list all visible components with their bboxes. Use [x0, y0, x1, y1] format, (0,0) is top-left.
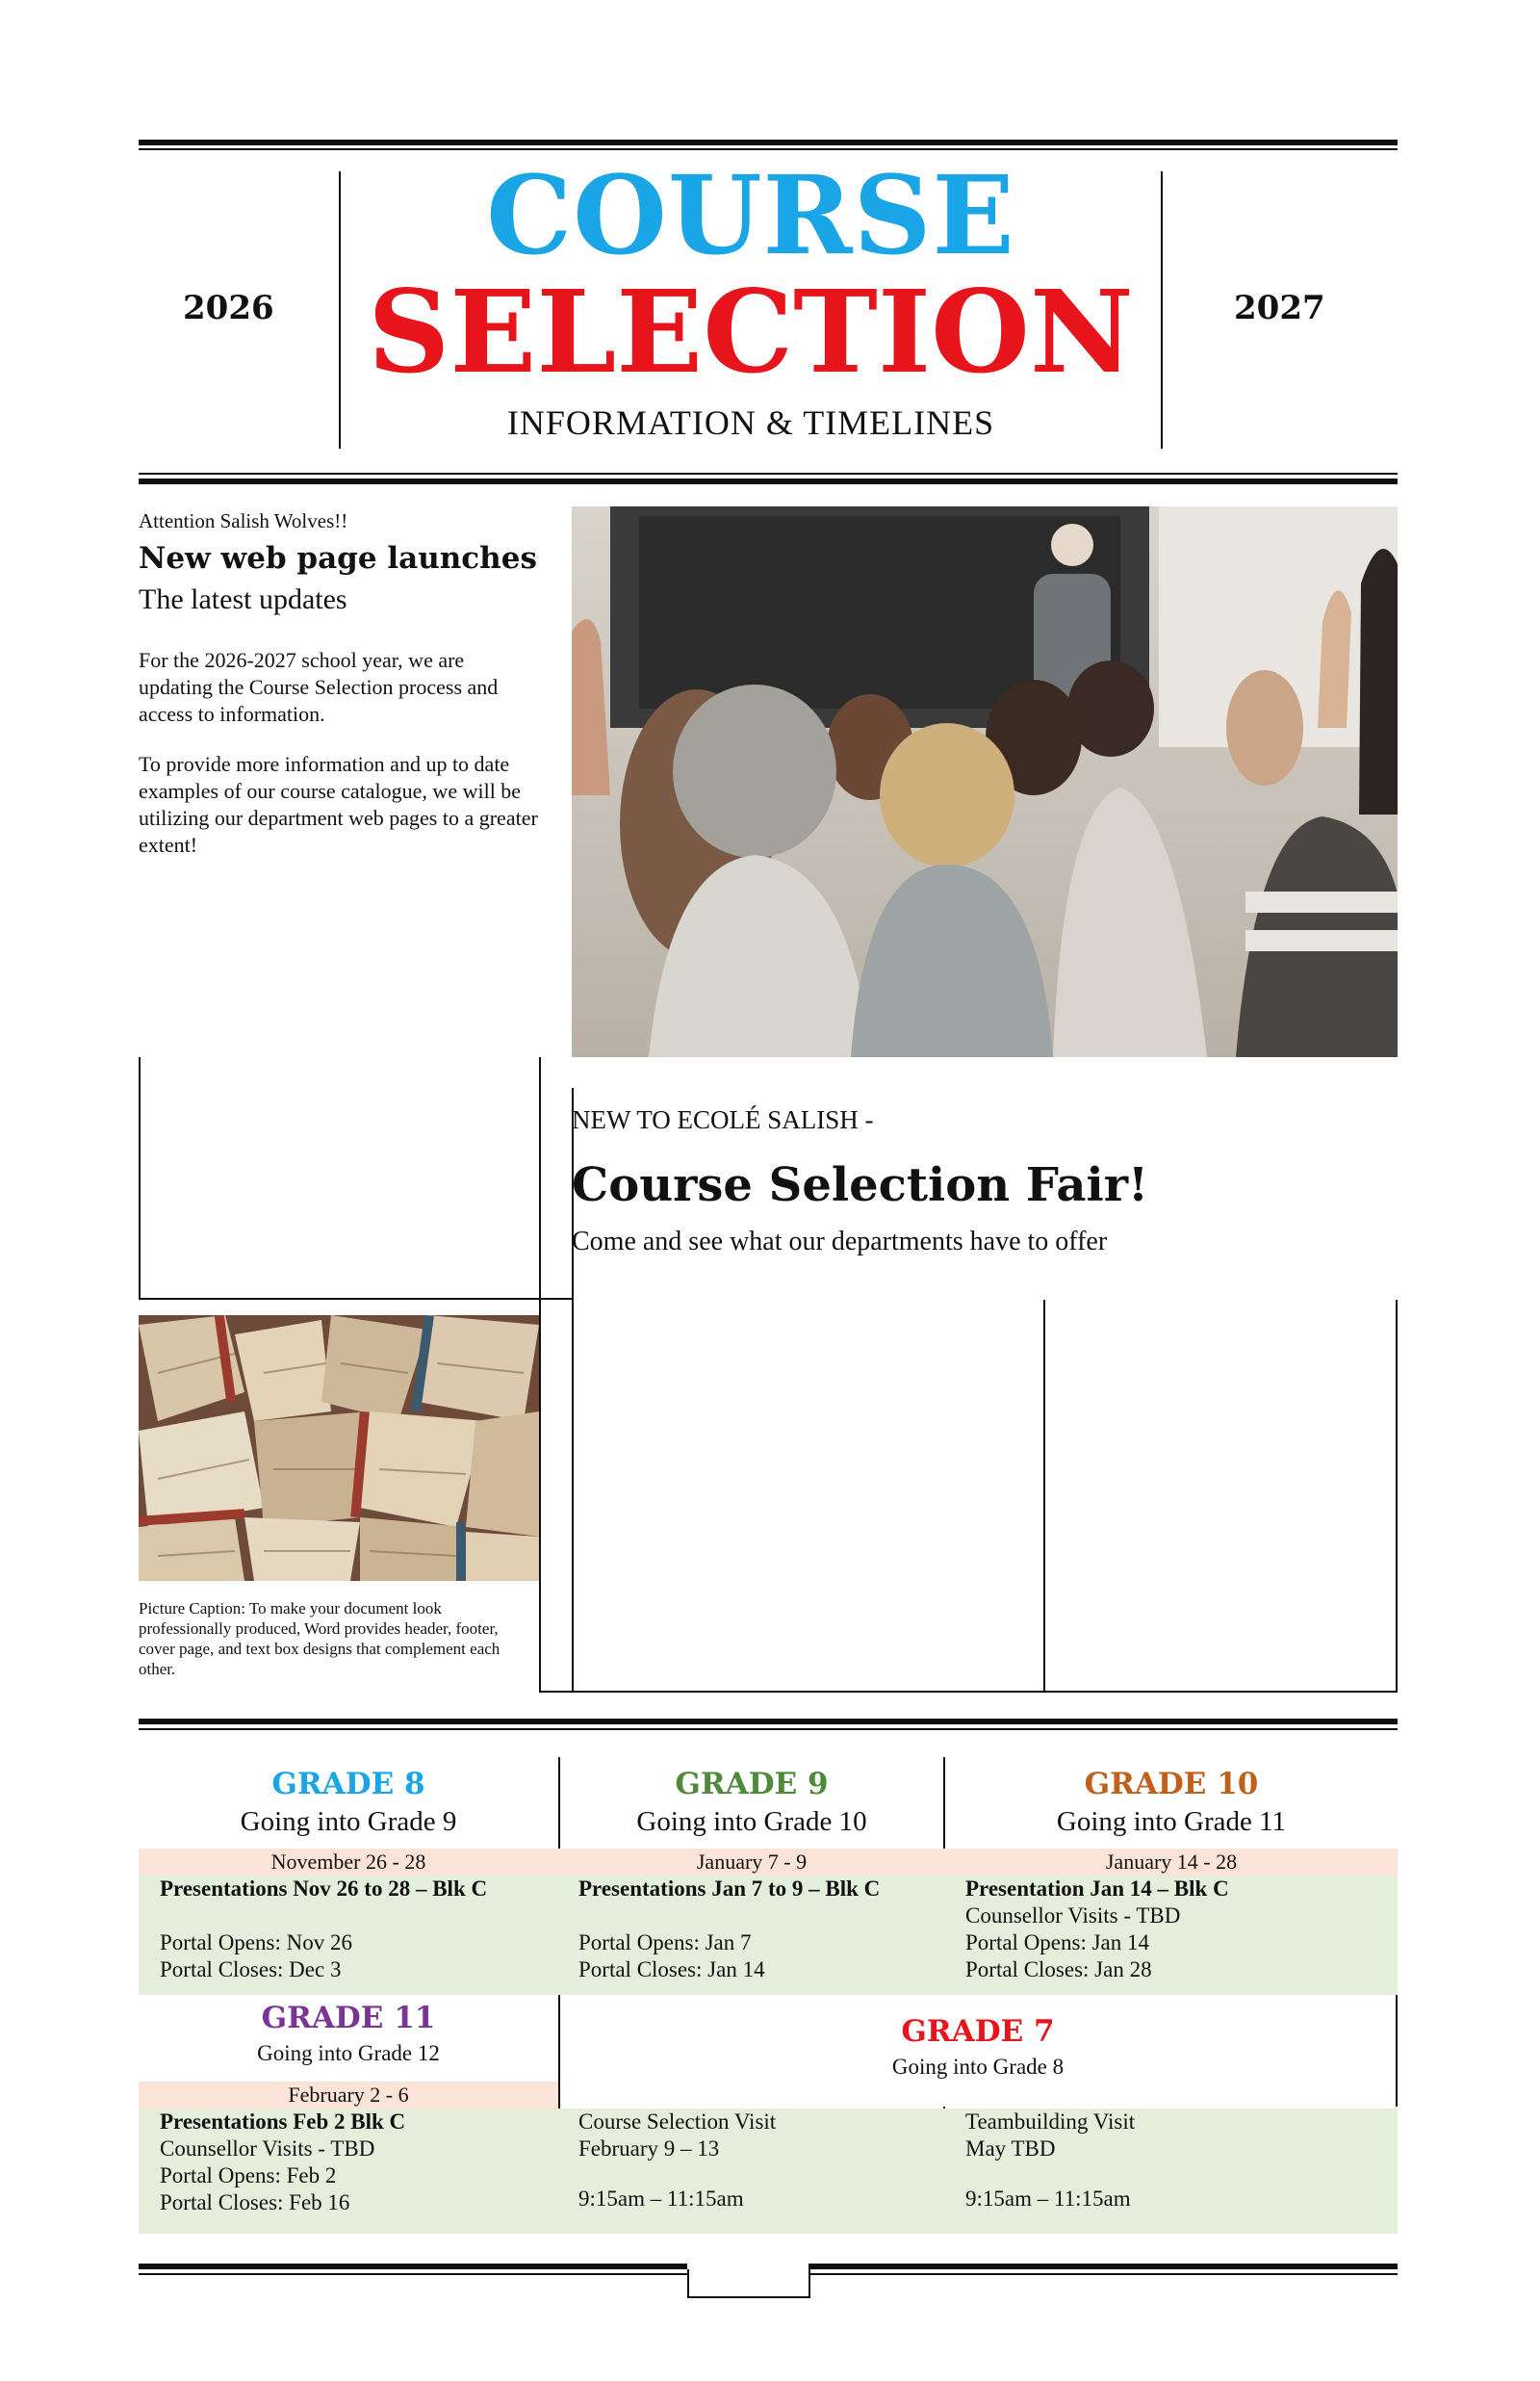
grade7-visit2-spacer — [965, 2162, 1389, 2186]
grade11-presentations: Presentations Feb 2 Blk C — [160, 2109, 406, 2134]
grade10-subtitle: Going into Grade 11 — [1056, 1806, 1287, 1837]
grade7-visit2-time: 9:15am – 11:15am — [965, 2187, 1131, 2211]
grade8-portal-close: Portal Closes: Dec 3 — [160, 1957, 342, 1981]
fair-headline: Course Selection Fair! — [572, 1158, 1149, 1212]
grade10-counsellor: Counsellor Visits - TBD — [965, 1903, 1181, 1928]
year-left: 2026 — [183, 289, 274, 327]
grade7-right-line — [1396, 1995, 1398, 2107]
grade10-info — [965, 1876, 1389, 1983]
classroom-photo — [572, 506, 1398, 1057]
article-kicker: Attention Salish Wolves!! — [139, 509, 348, 532]
fair-bottom-line — [539, 1691, 1398, 1693]
grade11-portal-close: Portal Closes: Feb 16 — [160, 2190, 350, 2214]
grade7-visit2-title: Teambuilding Visit — [965, 2109, 1136, 2134]
grade11-title: GRADE 11 — [261, 2001, 436, 2035]
grade8-info — [160, 1876, 554, 1983]
fair-right-line — [1396, 1300, 1398, 1693]
grade11-portal-open: Portal Opens: Feb 2 — [160, 2163, 337, 2187]
article-deck: The latest updates — [139, 583, 347, 615]
grade9-title: GRADE 9 — [675, 1767, 829, 1801]
page-number-tab — [687, 2269, 810, 2298]
title-selection: SELECTION — [368, 265, 1134, 399]
masthead-subtitle: INFORMATION & TIMELINES — [506, 403, 995, 442]
grade9-portal-close: Portal Closes: Jan 14 — [578, 1957, 765, 1981]
grade8-portal-open: Portal Opens: Nov 26 — [160, 1930, 352, 1954]
grade9-portal-open: Portal Opens: Jan 7 — [578, 1930, 752, 1954]
fair-kicker: NEW TO ECOLÉ SALISH - — [572, 1105, 874, 1134]
grade9-subtitle: Going into Grade 10 — [636, 1806, 867, 1837]
grade11-subtitle: Going into Grade 12 — [257, 2041, 440, 2065]
masthead-divider-left — [339, 171, 341, 449]
photo-caption: Picture Caption: To make your document look professionally produced, Word provides header, footer, cover page, and text box designs that complement each other. — [139, 1599, 500, 1678]
year-right: 2027 — [1234, 289, 1325, 327]
grade9-info — [578, 1876, 942, 1983]
fair-deck: Come and see what our departments have to offer — [572, 1227, 1108, 1256]
grade7-visit1-spacer — [578, 2162, 935, 2186]
article-paragraph-1: For the 2026-2027 school year, we are updating the Course Selection process and access to information. — [139, 648, 499, 726]
grade7-visit1 — [578, 2109, 935, 2213]
grade8-subtitle: Going into Grade 9 — [240, 1806, 457, 1837]
footer-rule-right-thin — [808, 2273, 1398, 2275]
books-photo — [139, 1315, 539, 1581]
grade11-dates: February 2 - 6 — [288, 2083, 409, 2107]
grade8-presentations: Presentations Nov 26 to 28 – Blk C — [160, 1876, 488, 1901]
masthead-divider-right — [1161, 171, 1163, 449]
box-bottom-line — [139, 1298, 572, 1300]
grade7-visit2-date: May TBD — [965, 2136, 1056, 2161]
box-left-line — [139, 1057, 141, 1300]
grade8-dates: November 26 - 28 — [270, 1850, 426, 1874]
grades-top-rule-thin — [139, 1728, 1398, 1730]
grade7-visit1-time: 9:15am – 11:15am — [578, 2187, 744, 2211]
article-paragraph-2: To provide more information and up to date examples of our course catalogue, we will be utilizing our department web pages to a greater extent! — [139, 752, 538, 857]
grade9-dates: January 7 - 9 — [696, 1850, 808, 1874]
grades-top-rule — [139, 1719, 1398, 1724]
grade7-subtitle: Going into Grade 8 — [891, 2055, 1065, 2079]
grade9-line2 — [578, 1902, 942, 1929]
grade10-portal-close: Portal Closes: Jan 28 — [965, 1957, 1152, 1981]
box-mid-line — [539, 1057, 541, 1693]
masthead-bottom-rule — [139, 479, 1398, 484]
article-headline: New web page launches — [139, 541, 537, 576]
grade10-presentations: Presentation Jan 14 – Blk C — [965, 1876, 1229, 1901]
footer-rule-left-thin — [139, 2273, 687, 2275]
masthead-bottom-rule-thin — [139, 473, 1398, 475]
grade8-title: GRADE 8 — [271, 1767, 425, 1801]
title-course: COURSE — [486, 153, 1015, 279]
grade7-title: GRADE 7 — [901, 2014, 1055, 2049]
footer-rule-right — [808, 2264, 1398, 2269]
grade11-info — [160, 2109, 554, 2216]
fair-mid-line — [1043, 1300, 1045, 1693]
grade11-counsellor: Counsellor Visits - TBD — [160, 2136, 375, 2161]
grade10-title: GRADE 10 — [1084, 1767, 1259, 1801]
grade7-visit1-date: February 9 – 13 — [578, 2136, 720, 2161]
top-rule — [139, 140, 1398, 145]
top-rule-thin — [139, 148, 1398, 150]
grade7-visit2 — [965, 2109, 1389, 2213]
grade10-portal-open: Portal Opens: Jan 14 — [965, 1930, 1150, 1954]
grade9-presentations: Presentations Jan 7 to 9 – Blk C — [578, 1876, 881, 1901]
grade8-line2 — [160, 1902, 554, 1929]
footer-rule-left — [139, 2264, 687, 2269]
grade10-dates: January 14 - 28 — [1105, 1850, 1238, 1874]
grade7-visit1-title: Course Selection Visit — [578, 2109, 777, 2134]
